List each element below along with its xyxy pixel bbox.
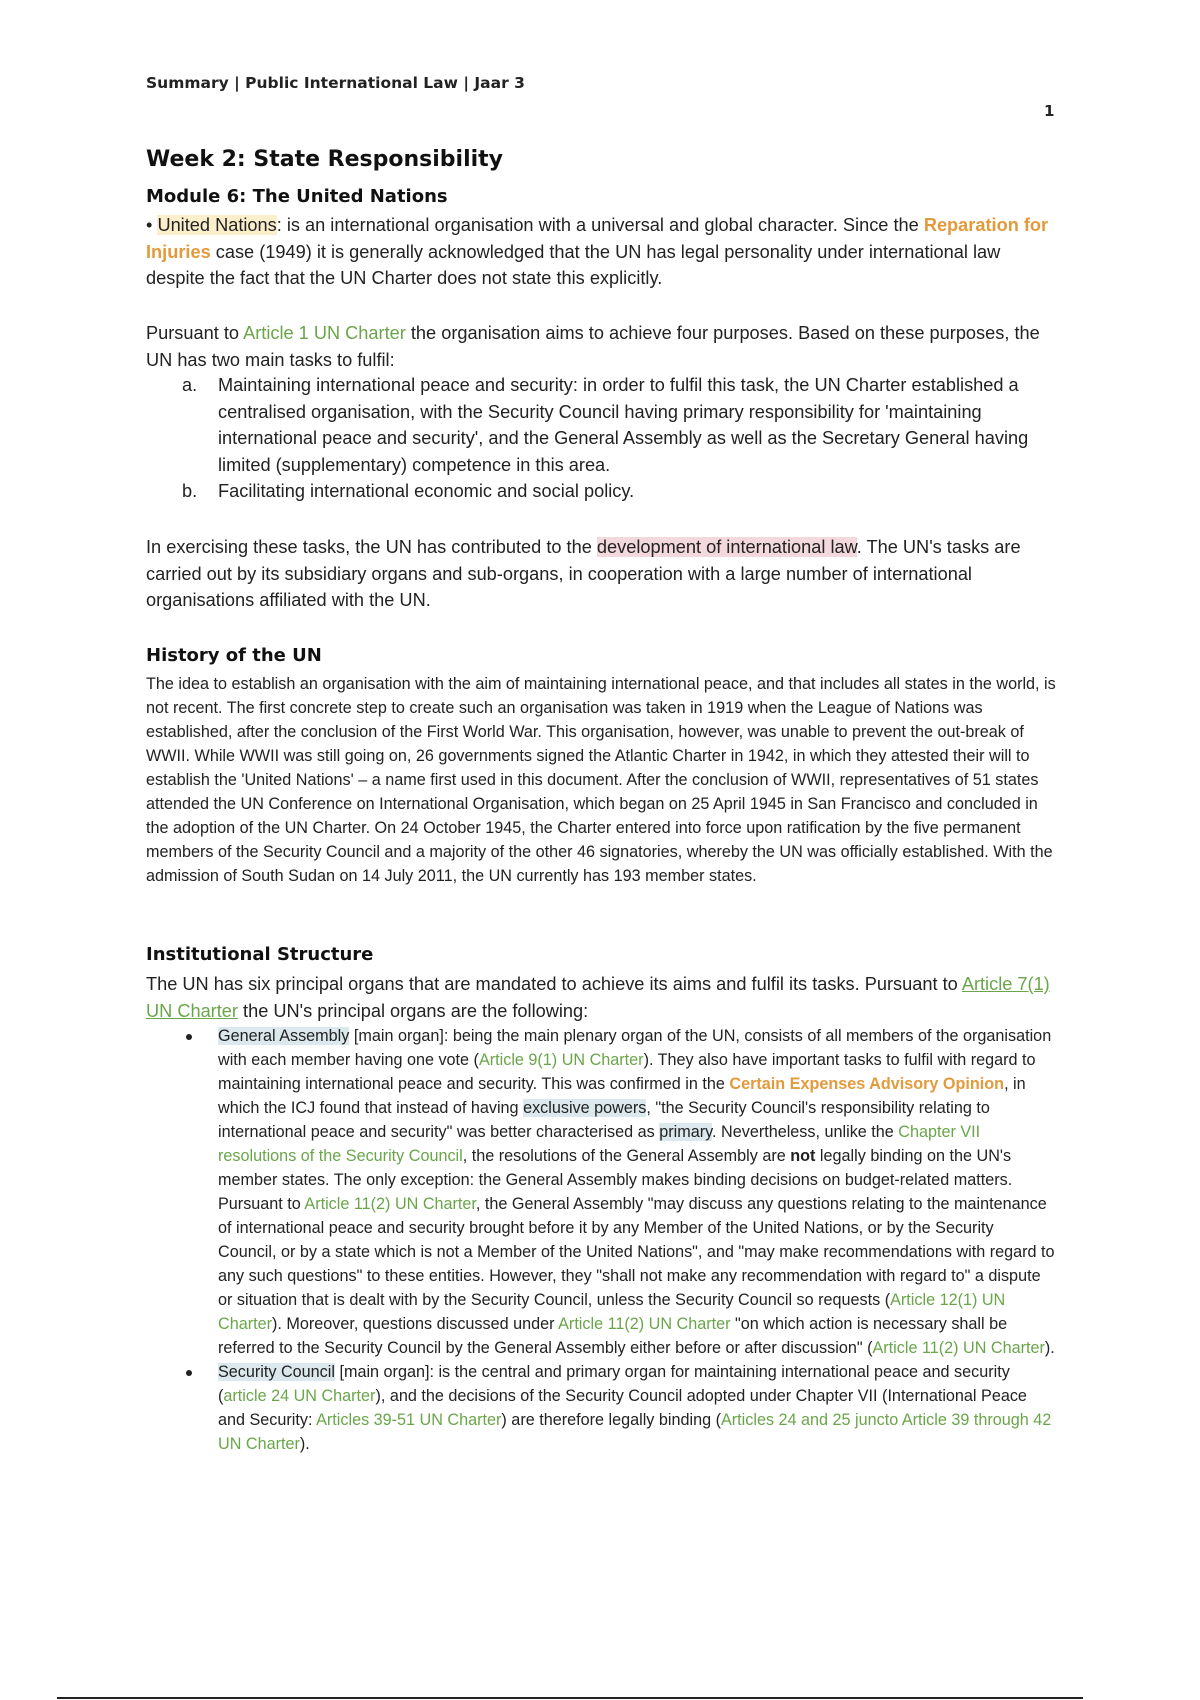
term-united-nations: United Nations <box>157 215 277 235</box>
ga-text: , the General Assembly "may discuss any questions relating to the maintenance of international peace and security brought before it by any Member of the United Nations, or by the Security Council, or by a state which is not a Member of the United Nations", and "may make recommendations with regard to any such questions" to these entities. However, they "shall not make any recommendation with regard to" a dispute or situation that is dealt with by the Security Council, unless the Security Council so requests ( <box>218 1195 1055 1309</box>
ref-article-1[interactable]: Article 1 UN Charter <box>243 323 406 343</box>
ga-text: ). They also have important tasks to fulfil with regard to maintaining international peace and security. This was confirmed in the <box>218 1051 1036 1093</box>
purposes-list <box>146 372 1056 505</box>
institutional-text-2: the UN's principal organs are the following: <box>237 1000 589 1021</box>
history-heading: History of the UN <box>146 645 322 666</box>
ga-paragraph-2 <box>218 1192 1056 1360</box>
highlight-primary: primary <box>659 1123 713 1141</box>
case-certain-expenses: Certain Expenses Advisory Opinion <box>729 1075 1005 1093</box>
purposes-paragraph <box>146 320 1056 373</box>
ga-text: [main organ]: being the main plenary organ of the UN, consists of all members of the organisation with each member having one vote ( <box>218 1027 1052 1069</box>
list-item <box>146 478 1056 505</box>
highlight-development: development of international law <box>596 537 857 557</box>
purposes-text-2: the organisation aims to achieve four purposes. Based on these purposes, the UN has two main tasks to fulfil: <box>146 323 1040 370</box>
list-marker: a. <box>182 375 198 395</box>
ref-articles-39-51[interactable]: Articles 39-51 UN Charter <box>316 1411 502 1429</box>
intro-text-1: : is an international organisation with a universal and global character. Since the <box>276 215 919 235</box>
intro-text-2: case (1949) it is generally acknowledged that the UN has legal personality under international law despite the fact that the UN Charter does not state this explicitly. <box>146 241 1001 289</box>
sc-text: ), and the decisions of the Security Council adopted under Chapter VII (International Peace and Security: <box>218 1387 1027 1429</box>
bullet-dot <box>186 1034 192 1040</box>
exercising-text-2: . The UN's tasks are carried out by its subsidiary organs and sub-organs, in cooperation with a large number of international organisations affiliated with the UN. <box>146 537 1021 611</box>
ref-article-12-1[interactable]: Article 12(1) UN Charter <box>218 1291 1006 1333</box>
list-item-security-council <box>146 1360 1056 1456</box>
organs-list <box>146 1024 1056 1456</box>
list-item-text: Facilitating international economic and social policy. <box>218 481 635 502</box>
ref-article-24[interactable]: article 24 UN Charter <box>223 1387 376 1405</box>
institutional-paragraph <box>146 971 1056 1024</box>
list-item <box>146 372 1056 478</box>
week-heading: Week 2: State Responsibility <box>146 147 504 172</box>
sc-text: ) are therefore legally binding ( <box>501 1411 721 1429</box>
ref-article-7-1[interactable]: Article 7(1) UN Charter <box>146 974 1050 1021</box>
bullet: • <box>146 215 153 235</box>
case-reparation-for-injuries: Reparation for Injuries <box>146 215 1049 262</box>
ref-article-11-2[interactable]: Article 11(2) UN Charter <box>304 1195 476 1213</box>
institutional-text-1: The UN has six principal organs that are mandated to achieve its aims and fulfil its tasks. Pursuant to <box>146 974 962 994</box>
bullet-dot <box>186 1370 192 1376</box>
module-heading: Module 6: The United Nations <box>146 186 448 207</box>
ref-chapter-vii[interactable]: Chapter VII resolutions of the Security Council <box>218 1123 981 1165</box>
list-item-general-assembly <box>146 1024 1056 1360</box>
sc-text: ). <box>299 1435 310 1453</box>
page-number: 1 <box>1044 102 1055 120</box>
purposes-text-1: Pursuant to <box>146 323 244 343</box>
intro-paragraph <box>146 212 1056 292</box>
ga-text: ). Moreover, questions discussed under <box>271 1315 559 1333</box>
highlight-exclusive-powers: exclusive powers <box>523 1099 647 1117</box>
running-header: Summary | Public International Law | Jaar 3 <box>146 74 525 92</box>
list-item-text: Maintaining international peace and security: in order to fulfil this task, the UN Charter established a centralised organisation, with the Security Council having primary responsibility for 'maintaining international peace and security', and the General Assembly as well as the Secretary General having limited (supplementary) competence in this area. <box>218 375 1029 475</box>
history-paragraph: The idea to establish an organisation with the aim of maintaining international peace, and that includes all states in the world, is not recent. The first concrete step to create such an organisation was taken in 1919 when the League of Nations was established, after the conclusion of the First World War. This organisation, however, was unable to prevent the out-break of WWII. While WWII was still going on, 26 governments signed the Atlantic Charter in 1942, in which they attested their will to establish the 'United Nations' – a name first used in this document. After the conclusion of WWII, representatives of 51 states attended the UN Conference on International Organisation, which began on 25 April 1945 in San Francisco and concluded in the adoption of the UN Charter. On 24 October 1945, the Charter entered into force upon ratification by the five permanent members of the Security Council and a majority of the other 46 signatories, whereby the UN was officially established. With the admission of South Sudan on 14 July 2011, the UN currently has 193 member states. <box>146 675 1056 885</box>
ga-text: "on which action is necessary shall be referred to the Security Council by the General Assembly either before or after discussion" ( <box>218 1315 1008 1357</box>
ga-text: , "the Security Council's responsibility relating to international peace and security" was better characterised as <box>218 1099 990 1141</box>
sc-text: [main organ]: is the central and primary organ for maintaining international peace and security ( <box>218 1363 1010 1405</box>
term-general-assembly: General Assembly <box>218 1027 350 1045</box>
ga-text: . Nevertheless, unlike the <box>712 1123 899 1141</box>
ga-text: , in which the ICJ found that instead of having <box>218 1075 1026 1117</box>
ref-article-11-2[interactable]: Article 11(2) UN Charter <box>872 1339 1045 1357</box>
ga-text: ). <box>1044 1339 1055 1357</box>
ga-text: legally binding on the UN's member states. The only exception: the General Assembly makes binding decisions on budget-related matters. <box>218 1147 1013 1189</box>
term-security-council: Security Council <box>218 1363 335 1381</box>
exercising-text-1: In exercising these tasks, the UN has contributed to the <box>146 537 597 557</box>
ref-article-11-2[interactable]: Article 11(2) UN Charter <box>558 1315 731 1333</box>
ga-text: , the resolutions of the General Assembly are <box>462 1147 791 1165</box>
ga-text: Pursuant to <box>218 1195 305 1213</box>
institutional-heading: Institutional Structure <box>146 944 374 965</box>
ref-articles-24-25[interactable]: Articles 24 and 25 juncto Article 39 through 42 UN Charter <box>218 1411 1052 1453</box>
ref-article-9-1[interactable]: Article 9(1) UN Charter <box>478 1051 644 1069</box>
bold-not: not <box>790 1147 816 1165</box>
list-marker: b. <box>182 481 198 502</box>
footer-rule <box>57 1697 1083 1699</box>
exercising-paragraph <box>146 534 1056 614</box>
